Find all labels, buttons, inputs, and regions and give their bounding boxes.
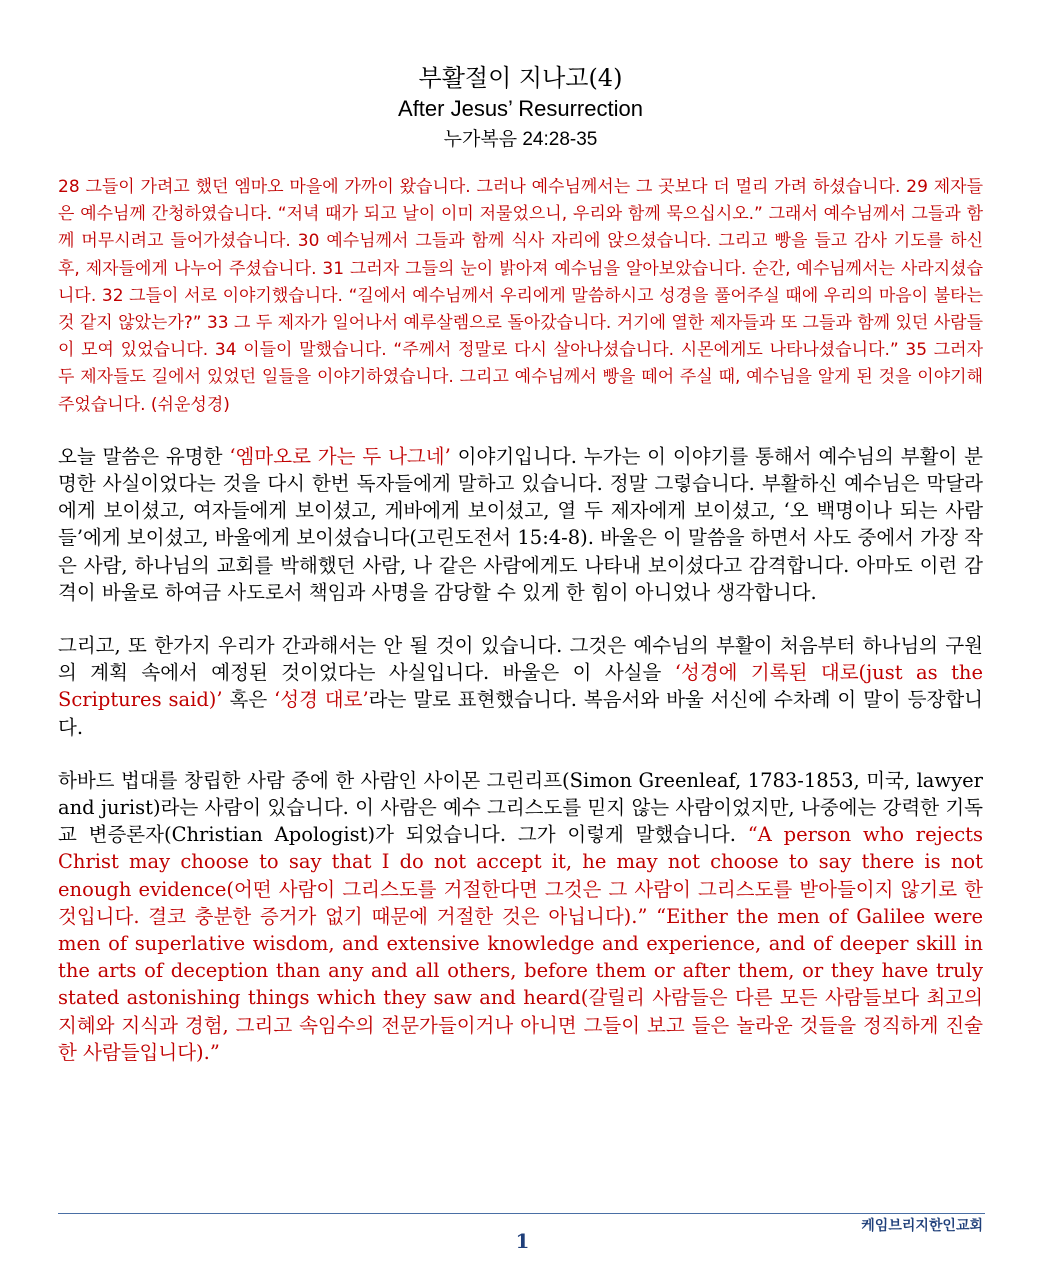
body-paragraph-2 [58, 632, 983, 741]
highlighted-phrase: ‘성경 대로’ [274, 688, 369, 712]
page-number: 1 [515, 1229, 530, 1253]
sermon-title: 부활절이 지나고(4) [418, 64, 623, 92]
paragraph-text: 이야기입니다. 누가는 이 이야기를 통해서 예수님의 부활이 분명한 사실이었다는 것을 다시 한번 독자들에게 말하고 있습니다. 정말 그렇습니다. 부활하신 예수님은 막달라에게 보이셨고, 여자들에게 보이셨고, 게바에게 보이셨고, 열 두 제자에게 보이셨고, ‘오 백명이나 되는 사람들’에게 보이셨고, 바울에게 보이셨습니다(고린도전서 15:4-8). 바울은 이 말씀을 하면서 사도 중에서 가장 작은 사람, 하나님의 교회를 박해했던 사람, 나 같은 사람에게도 나타내 보이셨다고 감격합니다. 아마도 이런 감격이 바울로 하여금 사도로서 책임과 사명을 감당할 수 있게 한 힘이 아니었나 생각합니다. [58, 444, 983, 604]
quoted-passage: “A person who rejects Christ may choose to say that I do not accept it, he may not choose to say there is not enough evidence(어떤 사람이 그리스도를 거절한다면 그것은 그 사람이 그리스도를 받아들이지 않기로 한 것입니다. 결코 충분한 증거가 없기 때문에 거절한 것은 아닙니다).” “Either the men of Galilee were men of superlative wisdom, and extensive knowledge and experience, and of deeper skill in the arts of deception than any and all others, before them or after them, or they have truly stated astonishing things which they saw and heard(갈릴리 사람들은 다른 모든 사람들보다 최고의 지혜와 지식과 경험, 그리고 속임수의 전문가들이거나 아니면 그들이 보고 들은 놀라운 것들을 정직하게 진술한 사람들입니다).” [58, 823, 983, 1064]
scripture-passage: 28 그들이 가려고 했던 엠마오 마을에 가까이 왔습니다. 그러나 예수님께서는 그 곳보다 더 멀리 가려 하셨습니다. 29 제자들은 예수님께 간청하였습니다. “저녁 때가 되고 날이 이미 저물었으니, 우리와 함께 묵으십시오.” 그래서 예수님께서 그들과 함께 머무시려고 들어가셨습니다. 30 예수님께서 그들과 함께 식사 자리에 앉으셨습니다. 그리고 빵을 들고 감사 기도를 하신 후, 제자들에게 나누어 주셨습니다. 31 그러자 그들의 눈이 밝아져 예수님을 알아보았습니다. 순간, 예수님께서는 사라지셨습니다. 32 그들이 서로 이야기했습니다. “길에서 예수님께서 우리에게 말씀하시고 성경을 풀어주실 때에 우리의 마음이 불타는 것 같지 않았는가?” 33 그 두 제자가 일어나서 예루살렘으로 돌아갔습니다. 거기에 열한 제자들과 또 그들과 함께 있던 사람들이 모여 있었습니다. 34 이들이 말했습니다. “주께서 정말로 다시 살아나셨습니다. 시몬에게도 나타나셨습니다.” 35 그러자 두 제자들도 길에서 있었던 일들을 이야기하였습니다. 그리고 예수님께서 빵을 떼어 주실 때, 예수님을 알게 된 것을 이야기해 주었습니다. (쉬운성경) [58, 177, 983, 415]
body-paragraph-1 [58, 443, 983, 606]
document-page [58, 62, 983, 1066]
sermon-subtitle: After Jesus’ Resurrection [398, 96, 643, 121]
paragraph-text: 혹은 [222, 688, 275, 712]
paragraph-text: 그리고, 또 한가지 우리가 간과해서는 안 될 것이 있습니다. 그것은 예수님의 부활이 처음부터 하나님의 구원의 계획 속에서 예정된 것이었다는 사실입니다. 바울은 이 사실을 [58, 634, 983, 685]
church-name: 케임브리지한인교회 [861, 1218, 983, 1234]
footer-divider [58, 1213, 985, 1214]
highlighted-phrase: ‘성경에 기록된 대로(just as the Scriptures said)’ [58, 661, 983, 712]
body-paragraph-3 [58, 767, 983, 1066]
paragraph-text: 라는 말로 표현했습니다. 복음서와 바울 서신에 수차례 이 말이 등장합니다. [58, 688, 983, 739]
scripture-reference: 누가복음 24:28-35 [443, 129, 598, 150]
paragraph-text: 하바드 법대를 창립한 사람 중에 한 사람인 사이몬 그린리프(Simon Greenleaf, 1783-1853, 미국, lawyer and jurist)라는 사람이 있습니다. 이 사람은 예수 그리스도를 믿지 않는 사람이었지만, 나중에는 강력한 기독교 변증론자(Christian Apologist)가 되었습니다. 그가 이렇게 말했습니다. [58, 768, 983, 847]
highlighted-phrase: ‘엠마오로 가는 두 나그네’ [229, 444, 451, 468]
paragraph-text: 오늘 말씀은 유명한 [58, 444, 230, 468]
